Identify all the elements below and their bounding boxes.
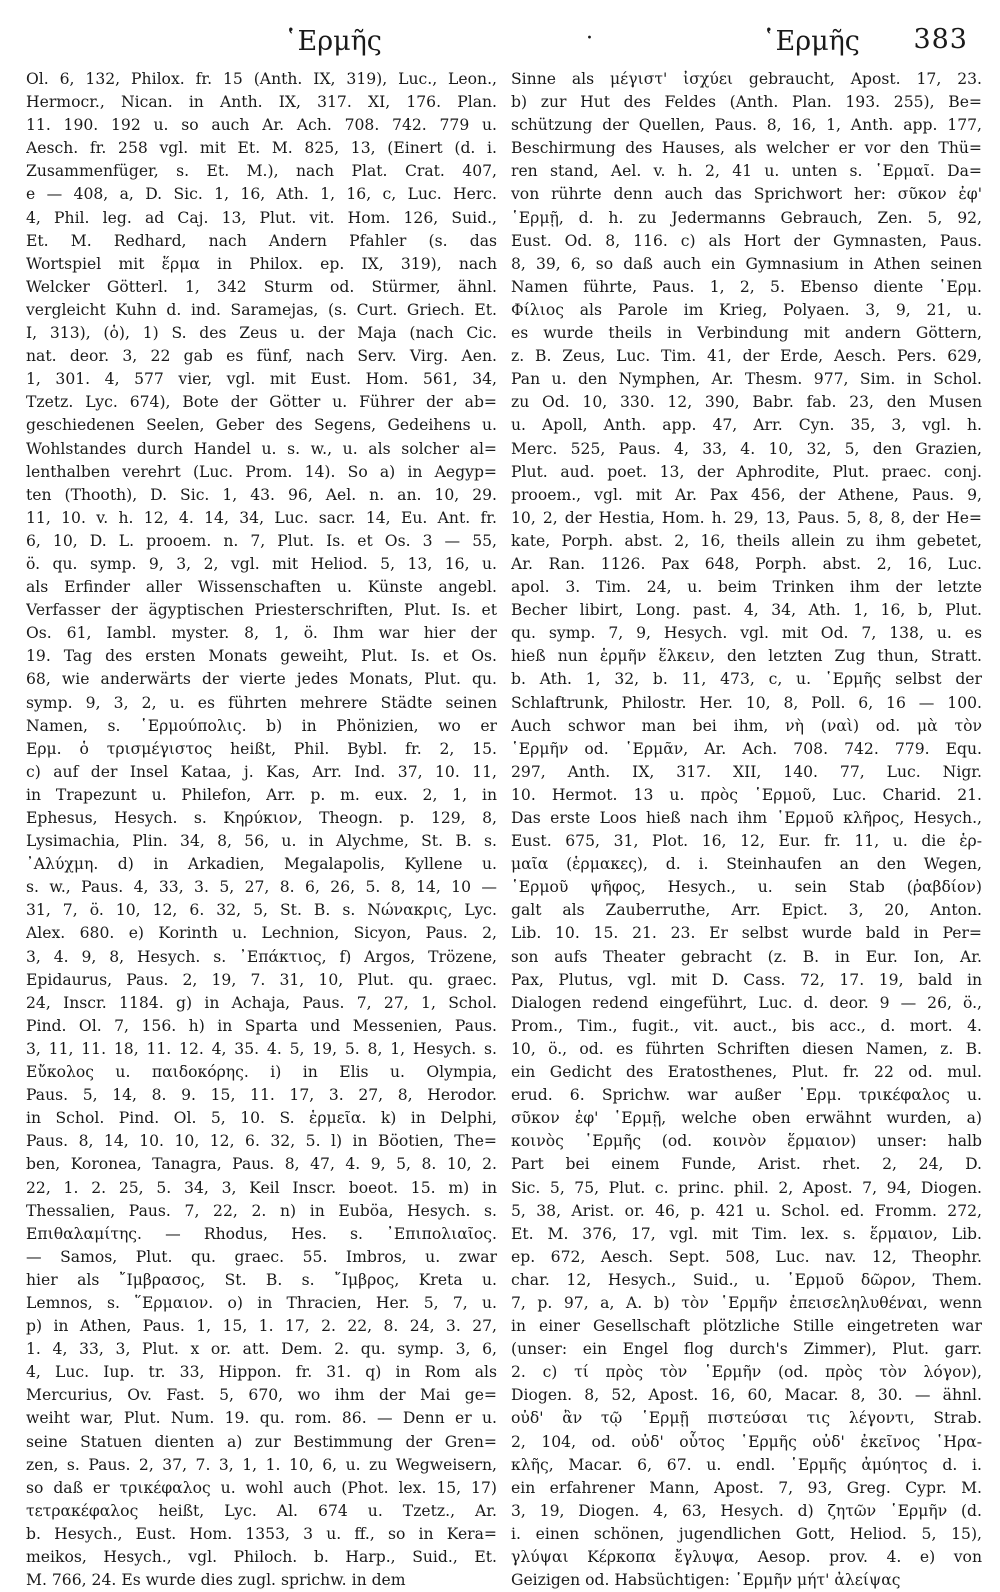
right-column-line: 297, Anth. IX, 317. XII, 140. 77, Luc. Nigr. [511,762,982,781]
left-column-line: Epidaurus, Paus. 2, 19, 7. 31, 10, Plut. qu. graec. [26,970,497,989]
right-column-line: prooem., vgl. mit Ar. Pax 456, der Athene, Paus. 9, [511,485,982,504]
left-running-headword: ῾Ερμῆς [284,26,382,57]
left-column-line: Aesch. fr. 258 vgl. mit Et. M. 825, 13, (Einert (d. i. [26,139,497,158]
right-column-line: Beschirmung des Hauses, als welcher er vor den Thü= [511,139,982,158]
left-column-line: Wortspiel mit ἕρμα in Philox. ep. IX, 319), nach [26,254,497,273]
right-column-line: οὐδ' ἂν τῷ ῾Ερμῇ πιστεύσαι τις λέγοντι, Strab. [511,1409,982,1428]
right-column-line: von rührte denn auch das Sprichwort her: σῦκον ἐφ' [511,185,982,204]
left-column-line: Paus. 5, 14, 8. 9. 15, 11. 17, 3. 27, 8, Herodor. [26,1086,497,1105]
right-column-line: char. 12, Hesych., Suid., u. ῾Ερμοῦ δῶρον, Them. [511,1270,982,1289]
left-column-line: Wohlstandes durch Handel u. s. w., u. als solcher al= [26,439,497,458]
left-column-line: I, 313), (ὁ), 1) S. des Zeus u. der Maja (nach Cic. [26,324,497,343]
text-columns [26,68,982,1592]
left-column-line: Os. 61, Iambl. myster. 8, 1, ö. Ihm war hier der [26,624,497,643]
left-column-line: vergleicht Kuhn d. ind. Saramejas, (s. Curt. Griech. Et. [26,300,497,319]
right-column-line: apol. 3. Tim. 24, u. beim Trinken ihm der letzte [511,578,982,597]
right-column-line: Lib. 10. 15. 21. 23. Er selbst wurde bald in Per= [511,924,982,943]
right-column-line: 10, ö., od. es führten Schriften diesen Namen, z. B. [511,1039,982,1058]
right-column-line: γλύψαι Κέρκοπα ἔγλυψα, Aesop. prov. 4. e) von [511,1548,982,1566]
left-column-line: Ερμ. ὁ τρισμέγιστος heißt, Phil. Bybl. fr. 2, 15. [26,739,497,758]
left-column-line: Hermocr., Nican. in Anth. IX, 317. XI, 176. Plan. [26,93,497,112]
right-column-line: (unser: ein Engel flog durch's Zimmer), Plut. garr. [511,1340,982,1359]
right-column-line: 3, 19, Diogen. 4, 63, Hesych. d) ζητῶν ῾Ερμῆν (d. [511,1501,982,1520]
left-text-column [26,68,497,1592]
left-column-line: als Erfinder aller Wissenschaften u. Künste angebl. [26,578,497,597]
left-column-line: p) in Athen, Paus. 1, 15, 1. 17, 2. 22, 8. 24, 3. 27, [26,1317,497,1336]
left-column-line: 6, 10, D. L. prooem. n. 7, Plut. Is. et Os. 3 — 55, [26,531,497,550]
left-column-line: Ol. 6, 132, Philox. fr. 15 (Anth. IX, 319), Luc., Leon., [26,70,497,88]
left-column-line: Verfasser der ägyptischen Priesterschriften, Plut. Is. et [26,601,497,620]
left-column-line: geschiedenen Seelen, Geber des Segens, Gedeihens u. [26,416,497,435]
left-column-line: Thessalien, Paus. 7, 22, 2. n) in Euböa, Hesych. s. [26,1201,497,1220]
left-column-line: ben, Koronea, Tanagra, Paus. 8, 47, 4. 9, 5, 8. 10, 2. [26,1155,497,1174]
right-column-line: b. Ath. 1, 32, b. 11, 473, c, u. ῾Ερμῆς selbst der [511,670,982,689]
left-column-line: 68, wie anderwärts der vierte jedes Monats, Plut. qu. [26,670,497,689]
right-column-line: Plut. aud. poet. 13, der Aphrodite, Plut. praec. conj. [511,462,982,481]
left-column-line: Alex. 680. e) Korinth u. Lechnion, Sicyon, Paus. 2, [26,924,497,943]
right-column-line: ep. 672, Aesch. Sept. 508, Luc. nav. 12, Theophr. [511,1247,982,1266]
left-column-line: meikos, Hesych., vgl. Philoch. b. Harp., Suid., Et. [26,1548,497,1566]
left-column-line: 4, Luc. Iup. tr. 33, Hippon. fr. 31. q) in Rom als [26,1363,497,1382]
right-column-line: Pax, Plutus, vgl. mit D. Cass. 72, 17. 19, bald in [511,970,982,989]
right-column-line: Φίλιος als Parole im Krieg, Polyaen. 3, 9, 21, u. [511,300,982,319]
right-column-line: qu. symp. 7, 9, Hesych. vgl. mit Od. 7, 138, u. es [511,624,982,643]
left-column-line: c) auf der Insel Kataa, j. Kas, Arr. Ind. 37, 10. 11, [26,762,497,781]
right-column-line: zu Od. 10, 330. 12, 390, Babr. fab. 23, den Musen [511,393,982,412]
right-column-line: 2, 104, od. οὐδ' οὗτος ῾Ερμῆς οὐδ' ἐκεῖνος ῾Ηρα- [511,1432,982,1451]
right-column-line: σῦκον ἐφ' ῾Ερμῇ, welche oben erwähnt wurden, a) [511,1109,982,1128]
left-column-line: so daß er τρικέφαλος u. wohl auch (Phot. lex. 15, 17) [26,1478,497,1497]
right-column-line: κοινὸς ῾Ερμῆς (od. κοινὸν ἕρμαιον) unser: halb [511,1132,982,1151]
right-column-line: son aufs Theater gebracht (z. B. in Eur. Ion, Ar. [511,947,982,966]
right-column-line: ren stand, Ael. v. h. 2, 41 u. unten s. ῾Ερμαῖ. Da= [511,162,982,181]
left-column-line: Zusammenfüger, s. Et. M.), nach Plat. Crat. 407, [26,162,497,181]
right-column-line: galt als Zauberruthe, Arr. Epict. 3, 20, Anton. [511,901,982,920]
left-column-line: Et. M. Redhard, nach Andern Pfahler (s. das [26,231,497,250]
left-column-line: lenthalben verehrt (Luc. Prom. 14). So a) in Aegyp= [26,462,497,481]
right-column-line: Et. M. 376, 17, vgl. mit Tim. lex. s. ἕρμαιον, Lib. [511,1224,982,1243]
right-column-line: 5, 38, Arist. or. 46, p. 421 u. Schol. ed. Fromm. 272, [511,1201,982,1220]
left-column-line: — Samos, Plut. qu. graec. 55. Imbros, u. zwar [26,1247,497,1266]
left-column-line: s. w., Paus. 4, 33, 3. 5, 27, 8. 6, 26, 5. 8, 14, 10 — [26,878,497,897]
right-column-line: Pan u. den Nymphen, Ar. Thesm. 977, Sim. in Schol. [511,370,982,389]
left-column-line: 4, Phil. leg. ad Caj. 13, Plut. vit. Hom. 126, Suid., [26,208,497,227]
right-column-line: Namen führte, Paus. 1, 2, 5. Ebenso diente ῾Ερμ. [511,277,982,296]
page-number: 383 [913,24,968,55]
right-column-line: Ar. Ran. 1126. Pax 648, Porph. abst. 2, 16, Luc. [511,554,982,573]
left-column-line: Lemnos, s. ῞Ερμαιον. o) in Thracien, Her. 5, 7, u. [26,1293,497,1312]
right-column-line: Dialogen redend eingeführt, Luc. d. deor. 9 — 26, ö., [511,993,982,1012]
right-column-line: ῾Ερμοῦ ψῆφος, Hesych., u. sein Stab (ῥαβδίον) [511,878,982,897]
right-column-line: erud. 6. Sprichw. war außer ῾Ερμ. τρικέφαλος u. [511,1086,982,1105]
right-column-line: 2. c) τί πρὸς τὸν ῾Ερμῆν (od. πρὸς τὸν λόγον), [511,1363,982,1382]
right-column-line: Geizigen od. Habsüchtigen: ῾Ερμῆν μήτ' ἀλείψας [511,1571,901,1590]
left-column-line: 11, 10. v. h. 12, 4. 14, 34, Luc. sacr. 14, Eu. Ant. fr. [26,508,497,527]
left-column-line: Tzetz. Lyc. 674), Bote der Götter u. Führer der ab= [26,393,497,412]
left-column-line: in Trapezunt u. Philefon, Arr. p. m. eux. 2, 1, in [26,785,497,804]
right-column-line: Part bei einem Funde, Arist. rhet. 2, 24, D. [511,1155,982,1174]
right-column-line: in einer Gesellschaft plötzliche Stille eingetreten war [511,1317,982,1336]
right-column-line: Sinne als μέγιστ' ἰσχύει gebraucht, Apost. 17, 23. [511,70,982,88]
right-column-line: Prom., Tim., fugit., vit. auct., bis acc., d. mort. 4. [511,1016,982,1035]
left-column-line: ten (Thooth), D. Sic. 1, 43. 96, Ael. n. an. 10, 29. [26,485,497,504]
right-column-line: ῾Ερμῆν od. ῾Ερμᾶν, Ar. Ach. 708. 742. 779. Equ. [511,739,982,758]
left-column-line: 19. Tag des ersten Monats geweiht, Plut. Is. et Os. [26,647,497,666]
right-column-line: Das erste Loos hieß nach ihm ῾Ερμοῦ κλῆρος, Hesych., [511,809,982,827]
right-column-line: ῾Ερμῇ, d. h. zu Jedermanns Gebrauch, Zen. 5, 92, [511,208,982,227]
left-column-line: ᾿Αλύχμη. d) in Arkadien, Megalapolis, Kyllene u. [26,855,497,874]
left-column-line: Pind. Ol. 7, 156. h) in Sparta und Messenien, Paus. [26,1016,497,1035]
left-column-line: 1, 301. 4, 577 vier, vgl. mit Eust. Hom. 561, 34, [26,370,497,389]
right-column-line: kate, Porph. abst. 2, 16, theils allein zu ihm gebetet, [511,531,982,550]
right-column-line: 10, 2, der Hestia, Hom. h. 29, 13, Paus. 5, 8, 8, der He= [511,508,982,527]
right-column-line: Eust. 675, 31, Plot. 16, 12, Eur. fr. 11, u. die ἑρ- [511,832,982,851]
left-column-line: in Schol. Pind. Ol. 5, 10. S. ἑρμεῖα. k) in Delphi, [26,1109,497,1128]
left-column-line: 3, 4. 9, 8, Hesych. s. ᾿Επάκτιος, f) Argos, Trözene, [26,947,497,966]
header-center-mark: · [586,26,593,51]
right-text-column [511,68,982,1592]
left-column-line: 22, 1. 2. 25, 5. 34, 3, Keil Inscr. boeot. 15. m) in [26,1178,497,1197]
right-column-line: Schlaftrunk, Philostr. Her. 10, 8, Poll. 6, 16 — 100. [511,693,982,712]
right-column-line: schützung der Quellen, Paus. 8, 16, 1, Anth. app. 177, [511,116,982,135]
left-column-line: Welcker Götterl. 1, 342 Sturm od. Stürmer, ähnl. [26,277,497,296]
left-column-line: Ephesus, Hesych. s. Κηρύκιον, Theogn. p. 129, 8, [26,809,497,827]
right-column-line: z. B. Zeus, Luc. Tim. 41, der Erde, Aesch. Pers. 629, [511,347,982,366]
left-column-line: ö. qu. symp. 9, 3, 2, vgl. mit Heliod. 5, 13, 16, u. [26,554,497,573]
right-column-line: μαῖα (ἑρμακες), d. i. Steinhaufen an den Wegen, [511,855,982,874]
left-column-line: nat. deor. 3, 22 gab es fünf, nach Serv. Virg. Aen. [26,347,497,366]
right-column-line: 8, 39, 6, so daß auch ein Gymnasium in Athen seinen [511,254,982,273]
right-column-line: κλῆς, Macar. 6, 67. u. endl. ῾Ερμῆς ἀμύητος d. i. [511,1455,982,1474]
right-column-line: b) zur Hut des Feldes (Anth. Plan. 193. 255), Be= [511,93,982,112]
left-column-line: hier als ῎Ιμβρασος, St. B. s. ῎Ιμβρος, Kreta u. [26,1270,497,1289]
right-column-line: ein erfahrener Mann, Apost. 7, 93, Greg. Cypr. M. [511,1478,982,1497]
left-column-line: M. 766, 24. Es wurde dies zugl. sprichw. in dem [26,1571,406,1590]
right-column-line: Diogen. 8, 52, Apost. 16, 60, Macar. 8, 30. — ähnl. [511,1386,982,1405]
left-column-line: b. Hesych., Eust. Hom. 1353, 3 u. ff., so in Kera= [26,1524,497,1543]
left-column-line: Namen, s. ῾Ερμούπολις. b) in Phönizien, wo er [26,716,497,735]
right-column-line: Sic. 5, 75, Plut. c. princ. phil. 2, Apost. 7, 94, Diogen. [511,1178,982,1197]
right-column-line: Eust. Od. 8, 116. c) als Hort der Gymnasten, Paus. [511,231,982,250]
left-column-line: 31, 7, ö. 10, 12, 6. 32, 5, St. B. s. Νώνακρις, Lyc. [26,901,497,920]
right-column-line: Auch schwor man bei ihm, νὴ (ναὶ) od. μὰ τὸν [511,716,982,735]
right-column-line: hieß nun ἑρμῆν ἕλκειν, den letzten Zug thun, Stratt. [511,647,982,666]
right-column-line: Becher libirt, Long. past. 4, 34, Ath. 1, 16, b, Plut. [511,601,982,620]
right-column-line: 7, p. 97, a, A. b) τὸν ῾Ερμῆν ἐπεισεληλυθέναι, wenn [511,1293,982,1312]
left-column-line: seine Statuen dienten a) zur Bestimmung der Gren= [26,1432,497,1451]
right-column-line: Merc. 525, Paus. 4, 33, 4. 10, 32, 5, den Grazien, [511,439,982,458]
left-column-line: e — 408, a, D. Sic. 1, 16, Ath. 1, 16, c, Luc. Herc. [26,185,497,204]
right-column-line: ein Gedicht des Eratosthenes, Plut. fr. 22 od. mul. [511,1063,982,1082]
right-column-line: es wurde theils in Verbindung mit andern Göttern, [511,324,982,343]
right-column-line: i. einen schönen, jugendlichen Gott, Heliod. 5, 15), [511,1524,982,1543]
right-running-headword: ῾Ερμῆς [762,26,860,57]
page-header [26,14,982,60]
left-column-line: Επιθαλαμίτης. — Rhodus, Hes. s. ᾿Επιπολιαῖος. [26,1224,497,1243]
left-column-line: τετρακέφαλος heißt, Lyc. Al. 674 u. Tzetz., Ar. [26,1501,497,1520]
right-column-line: u. Apoll, Anth. app. 47, Arr. Cyn. 35, 3, vgl. h. [511,416,982,435]
left-column-line: 1. 4, 33, 3, Plut. x or. att. Dem. 2. qu. symp. 3, 6, [26,1340,497,1359]
left-column-line: symp. 9, 3, 2, u. es führten mehrere Städte seinen [26,693,497,712]
left-column-line: weiht war, Plut. Num. 19. qu. rom. 86. — Denn er u. [26,1409,497,1428]
right-column-line: 10. Hermot. 13 u. πρὸς ῾Ερμοῦ, Luc. Charid. 21. [511,785,982,804]
left-column-line: Mercurius, Ov. Fast. 5, 670, wo ihm der Mai ge= [26,1386,497,1405]
left-column-line: Paus. 8, 14, 10. 10, 12, 6. 32, 5. l) in Böotien, The= [26,1132,497,1151]
left-column-line: Lysimachia, Plin. 34, 8, 56, u. in Alychme, St. B. s. [26,832,497,851]
left-column-line: 3, 11, 11. 18, 11. 12. 4, 35. 4. 5, 19, 5. 8, 1, Hesych. s. [26,1039,497,1058]
left-column-line: 11. 190. 192 u. so auch Ar. Ach. 708. 742. 779 u. [26,116,497,135]
left-column-line: 24, Inscr. 1184. g) in Achaja, Paus. 7, 27, 1, Schol. [26,993,497,1012]
left-column-line: Εὔκολος u. παιδοκόρης. i) in Elis u. Olympia, [26,1063,497,1082]
left-column-line: zen, s. Paus. 2, 37, 7. 3, 1, 1. 10, 6, u. zu Wegweisern, [26,1455,497,1474]
